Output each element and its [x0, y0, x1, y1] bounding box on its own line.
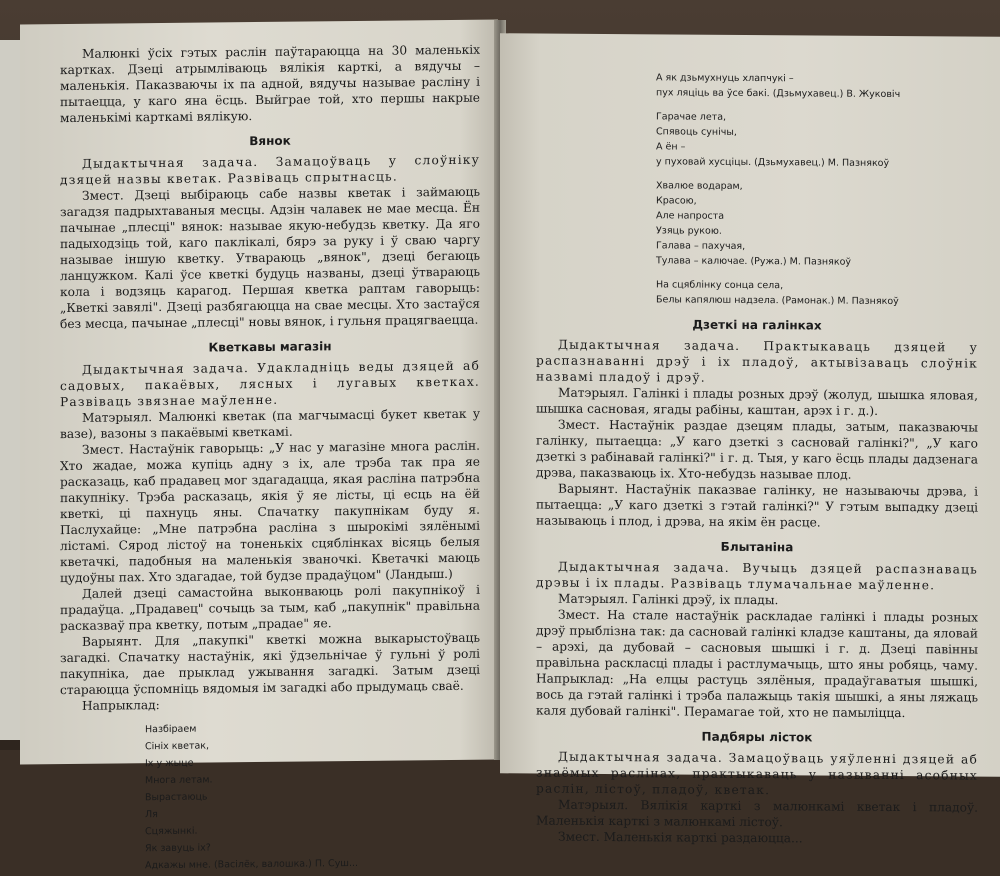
section-title-kvetkavy-magazin: Кветкавы магазін — [208, 339, 332, 355]
vyanok-content: Змест. Дзеці выбіраюць сабе назвы кветак і займаюць загадзя падрыхтаваныя месцы. Адзін чалавек не мае месца. Ён пачынае „плесці" вянок: называе якую-небудзь кветку. Да яго падыходзіць той, каго паклікалі, бярэ за руку і ў сваю чаргу называе іншую кветку. Утвараюць „вянок", дзеці бегаюць ланцужком. Калі ўсе кветкі будуць названы, дзеці ўтвараюць кола і водзяць карагод. Першая кветка раптам гаворыць: „Кветкі завялі". Дзеці разбягаюцца на свае месцы. Хто застаўся без месца, пачынае „плесці" новы вянок, і гульня працягваецца. — [60, 184, 480, 332]
dzetki-content: Змест. Настаўнік раздае дзецям плады, затым, паказваючы галінку, пытаецца: „У каго дзеткі з сасновай галінкі?", „У каго дзеткі з рабінавай галінкі?" і г. д. Тыя, у каго ёсць плады дадзенага дрэва, паказваюць іх. Хто-небудзь называе плод. — [536, 417, 978, 482]
riddle-line: Але напроста — [656, 210, 725, 222]
intro-paragraph: Малюнкі ўсіх гэтых раслін паўтараюцца на 30 маленькіх картках. Дзеці атрымліваюць вялікія карткі, а вядучы – маленькія. Паказваючы іх па адной, вядучы называе расліну і пытаецца, у каго яна ёсць. Выйграе той, хто першы накрые маленькімі карткамі вялікую. — [60, 42, 480, 126]
riddle-line: Красою, — [656, 195, 697, 207]
blytanina-material: Матэрыял. Галінкі дрэў, іх плады. — [558, 591, 779, 608]
book-edge — [0, 40, 22, 740]
dzetki-task: Дыдактычная задача. Практыкаваць дзяцей у распазнаванні дрэў і іх пладоў, актывізаваць слоўнік назвамі пладоў і дрэў. — [536, 337, 978, 385]
blytanina-task: Дыдактычная задача. Вучыць дзяцей распазнаваць дрэвы і іх плады. Развіваць тлумачальнае маўленне. — [536, 559, 978, 593]
riddle-poem-vasilek — [145, 718, 480, 875]
poem-line: Сцяжынкі. — [145, 825, 198, 838]
example-label: Напрыклад: — [82, 698, 160, 713]
riddle-line: Гарачае лета, — [656, 111, 727, 123]
poem-line: Як завуць іх? — [145, 842, 211, 855]
riddle-line: Хвалюе водарам, — [656, 180, 743, 192]
listok-task: Дыдактычная задача. Замацоўваць уяўленні дзяцей аб знаёмых раслінах, практыкаваць у называнні асобных раслін, лістоў, пладоў, кветак. — [536, 749, 978, 798]
poem-line: Многа летам. — [145, 774, 213, 787]
riddle-line: Спявоць сунічы, — [656, 126, 737, 138]
vyanok-task: Дыдактычная задача. Замацоўваць у слоўніку дзяцей назвы кветак. Развіваць спрытнасць. — [60, 152, 480, 188]
dzetki-material: Матэрыял. Галінкі і плады розных дрэў (жолуд, шышка яловая, шышка сасновая, ягады рабіны, каштан, арэх і г. д.). — [536, 385, 978, 418]
riddle-line: На сцяблінку сонца села, — [656, 279, 784, 292]
listok-material: Матэрыял. Вялікія карткі з малюнкамі кветак і пладоў. Маленькія карткі з малюнкамі лістоў. — [536, 797, 978, 830]
poem-line: Іх у жыце — [145, 757, 194, 770]
poem-line: Ля — [145, 809, 158, 821]
poem-line: Вырастаюць — [145, 791, 208, 804]
left-page — [20, 19, 498, 872]
riddle-dzmukhavets-1 — [656, 70, 978, 102]
riddle-line: А як дзьмухнуць хлапчукі – — [656, 72, 794, 85]
right-page — [500, 33, 1000, 846]
listok-content: Змест. Маленькія карткі раздаюцца... — [558, 829, 803, 846]
poem-line: Назбіраем — [145, 723, 197, 736]
poem-line: Сініх кветак, — [145, 740, 210, 753]
section-title-blytanina: Блытаніна — [720, 539, 794, 555]
riddle-line: пух ляціць ва ўсе бакі. (Дзьмухавец.) В. Жуковіч — [656, 87, 901, 101]
riddle-line: Белы капялюш надзела. (Рамонак.) М. Пазнякоў — [656, 294, 899, 308]
section-title-vyanok: Вянок — [249, 133, 291, 149]
blytanina-content: Змест. На стале настаўнік раскладае галінкі і плады розных дрэў прыблізна так: да сасновай галінкі кладзе каштаны, да яловай – арэхі, да дубовай – сасновыя шышкі і г. д. Дзеці павінны правільна раскласці плады і растлумачыць, што яны робяць, чаму. Напрыклад: „На елцы растуць зялёныя, прадаўгаватыя шышкі, вось да гэтай галінкі і трэба палажыць такія шышкі, а яны ляжаць каля дубовай галінкі". Перамагае той, хто не памыліцца. — [536, 607, 978, 721]
magazin-task: Дыдактычная задача. Удакладніць веды дзяцей аб садовых, пакаёвых, лясных і лугавых кветках. Развіваць звязнае маўленне. — [60, 358, 480, 410]
magazin-content-2: Далей дзеці самастойна выконваюць ролі пакупнікоў і прадаўца. „Прадавец" сочыць за тым, каб „пакупнік" правільна расказваў пра кветку, потым „прадае" яе. — [60, 582, 480, 634]
magazin-content: Змест. Настаўнік гаворыць: „У нас у магазіне многа раслін. Хто жадае, можа купіць адну з іх, але трэба так пра яе расказаць, каб прадавец мог здагадацца, якая расліна патрэбна пакупніку. Трэба расказаць, якія ў яе лісты, ці есць на ёй кветкі, ці пахнуць яны. Спачатку пакупнікам буду я. Паслухайце: „Мне патрэбна расліна з шырокімі зялёнымі лістамі. Сярод лістоў на тоненькіх сцяблінках вісяць белыя кветачкі, падобныя на маленькія званочкі. Кветачкі маюць цудоўны пах. Хто здагадае, той будзе прадаўцом" (Ландыш.) — [60, 438, 480, 586]
section-title-padbyary-listok: Падбяры лісток — [701, 729, 813, 745]
riddle-ramonak — [656, 277, 978, 309]
riddle-ruzha — [656, 178, 978, 270]
riddles-block — [656, 70, 978, 309]
riddle-line: Тулава – калючае. (Ружа.) М. Пазнякоў — [656, 255, 852, 268]
riddle-line: А ён – — [656, 141, 686, 153]
riddle-dzmukhavets-2 — [656, 109, 978, 171]
magazin-variant: Варыянт. Для „пакупкі" кветкі можна выкарыстоўваць загадкі. Спачатку настаўнік, які ўдзельнічае ў гульні ў ролі пакупніка, дае прыклад ужывання загадкі. Затым дзеці стараюцца ўспомніць вядомыя ім загадкі або прыдумаць сваё. — [60, 630, 480, 698]
section-title-dzetki-na-galinkakh: Дзеткі на галінках — [692, 317, 822, 333]
poem-line: Адкажы мне. (Васілёк, валошка.) П. Суш... — [145, 857, 359, 872]
dzetki-variant: Варыянт. Настаўнік паказвае галінку, не называючы дрэва, і пытаецца: „У каго дзеткі з гэтай галінкі?" У гэтым выпадку дзеці называюць і плод, і дрэва, на якім ён расце. — [536, 481, 978, 530]
riddle-line: Узяць рукою. — [656, 225, 722, 237]
riddle-line: Галава – пахучая, — [656, 240, 746, 252]
riddle-line: у пуховай хусціцы. (Дзьмухавец.) М. Пазнякоў — [656, 156, 890, 169]
magazin-material: Матэрыял. Малюнкі кветак (па магчымасці букет кветак у вазе), вазоны з пакаёвымі кветкамі. — [60, 406, 480, 442]
